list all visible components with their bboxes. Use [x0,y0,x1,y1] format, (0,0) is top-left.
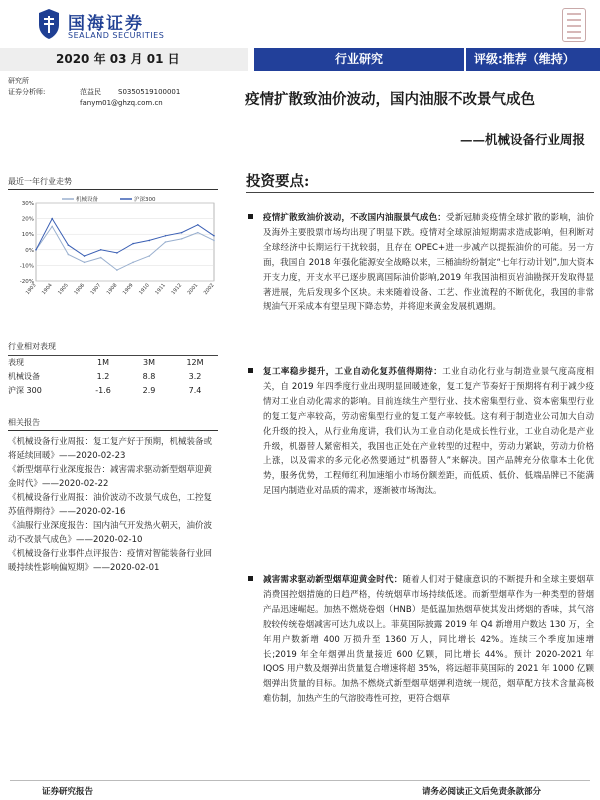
series-point [165,235,167,237]
table-header-cell: 表现 [8,358,24,367]
invest-point [248,573,594,773]
table-cell: 1.2 [96,372,110,381]
series-point [84,261,86,263]
series-point [100,249,102,251]
series-point [213,235,215,237]
invest-divider [246,192,594,193]
invest-point-body: 工业自动化行业与制造业景气度高度相关，自 2019 年四季度行业出现明显回暖迹象，复工复产节奏好于预期将有利于减少疫情对工业自动化需求的影响。目前连续生产型行业、技术密集型行业、资本密集型行业的复工复产率较高，劳动密集型行业的复工复产率较低。这有利于制造业公司加大自动化升级的投入，从行业角度讲，我们认为工业自动化是成长性行业，工业自动化是产业升级，机器替人紧密相关，我国也正处在产业转型的过程中，劳动力紧缺，劳动力价格上涨，以及需求的多元化必然要通过“机器替人”来解决。国产品牌充分依靠本土化优势，服务优势，工程师红利加速缩小市场份额差距，而低质、低价、低端品牌已不能满足国内制造业对品质的需求，逐渐被市场淘汰。 [263,367,594,497]
series-point [148,255,150,257]
y-tick-label: -10% [19,263,34,270]
analyst-email[interactable]: fanym01@ghzq.com.cn [80,99,163,107]
trend-heading: 最近一年行业走势 [8,177,72,186]
series-point [35,249,37,251]
table-cell: 8.8 [142,372,156,381]
legend-label: 机械设备 [76,197,99,203]
series-point [181,238,183,240]
dept-label: 研究所 [8,77,29,85]
logo-text-en: SEALAND SECURITIES [68,31,165,40]
related-report-link[interactable]: 《机械设备行业周报：油价波动不改景气成色，工控复苏值得期待》——2020-02-16 [8,493,213,517]
footer-left: 证券研究报告 [42,787,94,797]
table-header-cell: 3M [143,358,155,367]
header-bar [0,48,600,71]
bullet-icon [248,368,253,373]
footer-divider [10,780,590,781]
trend-chart [10,195,220,307]
x-tick-label: 1909 [121,282,135,297]
related-report-link[interactable]: 《机械设备行业周报：复工复产好于预期，机械装备或将延续回暖》——2020-02-23 [8,437,213,461]
bullet-icon [248,214,253,219]
series-line [36,219,214,256]
series-point [116,269,118,271]
invest-point-lead: 疫情扩散致油价波动，不改国内油服景气成色： [263,213,447,223]
y-tick-label: 30% [21,201,34,207]
report-title: 疫情扩散致油价波动，国内油服不改景气成色 [245,91,535,108]
y-tick-label: -20% [19,279,34,285]
table-header-row [8,356,218,370]
y-tick-label: 20% [21,216,34,223]
table-row [8,384,218,398]
series-point [100,257,102,259]
table-header-cell: 12M [186,358,204,367]
table-cell: 沪深 300 [8,386,42,395]
analyst-name: 范益民 [80,88,101,96]
series-point [132,261,134,263]
series-point [51,218,53,220]
series-point [116,252,118,254]
invest-point-lead: 减害需求驱动新型烟草迎黄金时代： [263,575,403,585]
invest-point [248,211,594,315]
plot-frame [36,203,214,281]
series-point [181,232,183,234]
series-point [165,241,167,243]
bullet-icon [248,576,253,581]
related-reports-list [8,435,220,575]
series-point [197,232,199,234]
x-tick-label: 1912 [170,282,184,297]
table-row [8,370,218,384]
related-divider [8,430,218,431]
seal-stamp [562,8,586,42]
invest-point [248,365,594,499]
performance-heading: 行业相对表现 [8,342,56,351]
y-tick-label: 10% [21,232,34,239]
x-tick-label: 2002 [202,282,216,297]
table-cell: 机械设备 [8,372,40,381]
series-point [51,226,53,228]
x-tick-label: 1905 [57,282,70,297]
performance-table [8,340,218,398]
x-tick-label: 1911 [154,282,167,297]
analyst-block [8,76,180,109]
x-tick-label: 2001 [186,282,200,297]
analyst-role-label: 证券分析师: [8,88,46,96]
legend-label: 沪深300 [134,197,156,203]
table-cell: 3.2 [188,372,202,381]
x-tick-label: 1906 [73,282,87,297]
x-tick-label: 1908 [105,282,119,297]
series-point [197,224,199,226]
related-report-link[interactable]: 《新型烟草行业深度报告：减害需求驱动新型烟草迎黄金时代》——2020-02-22 [8,465,213,489]
y-tick-label: 0% [25,247,34,254]
x-tick-label: 1907 [89,282,103,297]
invest-point-body: 受新冠肺炎疫情全球扩散的影响，油价及海外主要股票市场均出现了明显下跌。疫情对全球原油短期需求造成影响，但利断对全球经济中长期运行干扰较弱，且存在 OPEC+进一步减产以提振油价的可能。另一方面，我国自 2018 年强化能源安全战略以来，三桶油纷纷制定“七年行动计划”,加大资本开支力度，开支水平已逐步脱离国际油价影响,2019 年我国油相页岩油勘探开发取得显著进展，先后发现多个区块。未来随着设备、工艺、作业流程的不断优化，我国的非常规油气开采成本有望呈现下降态势，并将迎来黄金发展机遇期。 [263,213,594,313]
related-report-link[interactable]: 《油服行业深度报告：国内油气开发热火朝天，油价波动不改景气成色》——2020-02-10 [8,521,213,545]
logo-text-cn: 国海证券 [68,14,144,34]
trend-divider [8,189,218,190]
related-heading: 相关报告 [8,418,40,427]
series-point [68,254,70,256]
analyst-cert: S0350519100001 [118,88,181,96]
x-tick-label: 1903 [24,282,38,297]
table-cell: 2.9 [142,386,156,395]
x-tick-label: 1904 [40,282,54,297]
logo-emblem-icon [36,9,62,39]
series-point [213,240,215,242]
invest-heading: 投资要点: [246,173,310,190]
company-logo [36,7,184,45]
report-date: 2020 年 03 月 01 日 [0,48,248,71]
x-tick-label: 1910 [138,282,151,297]
invest-point-body: 随着人们对于健康意识的不断提升和全球主要烟草消费国控烟措施的日趋严格，传统烟草市场持续低迷。而新型烟草作为一种类型的替烟产品迅速崛起。加热不燃烧卷烟（HNB）是低温加热烟草使其发出烤烟的香味，其气溶胶较传统卷烟减害可达九成以上。菲莫国际披露 2019 年 Q4 新增用户数达 130 万，全年用户数新增 400 万损升至 1360 万人，同比增长 42%。连续三个季度加速增长;2019 年全年烟弹出货量接近 600 亿颗，同比增长 44%。预计 2020-2021 年 IQOS 用户数及烟弹出货量复合增速将超 35%，将远超菲莫国际的 2021 年 1000 亿颗烟弹出货量的目标。加热不燃烧式新型烟草烟弹利造统一规范，烟草配方技术含量高极难仿制，加热产生的气溶胶毒性可控，更符合烟草 [263,575,594,705]
table-cell: 7.4 [188,386,202,395]
series-point [68,244,70,246]
report-subtitle: ——机械设备行业周报 [459,132,585,147]
table-header-cell: 1M [97,358,109,367]
series-point [84,255,86,257]
rating-label: 评级:推荐（维持） [464,48,600,71]
series-point [148,240,150,242]
table-cell: -1.6 [95,386,111,395]
series-point [132,243,134,245]
report-type: 行业研究 [254,48,464,71]
footer-right: 请务必阅读正文后免责条款部分 [422,787,542,797]
invest-point-lead: 复工率稳步提升，工业自动化复苏值得期待： [263,367,443,377]
related-report-link[interactable]: 《机械设备行业事件点评报告：疫情对智能装备行业回暖持续性影响偏短期》——2020-02-01 [8,549,213,573]
